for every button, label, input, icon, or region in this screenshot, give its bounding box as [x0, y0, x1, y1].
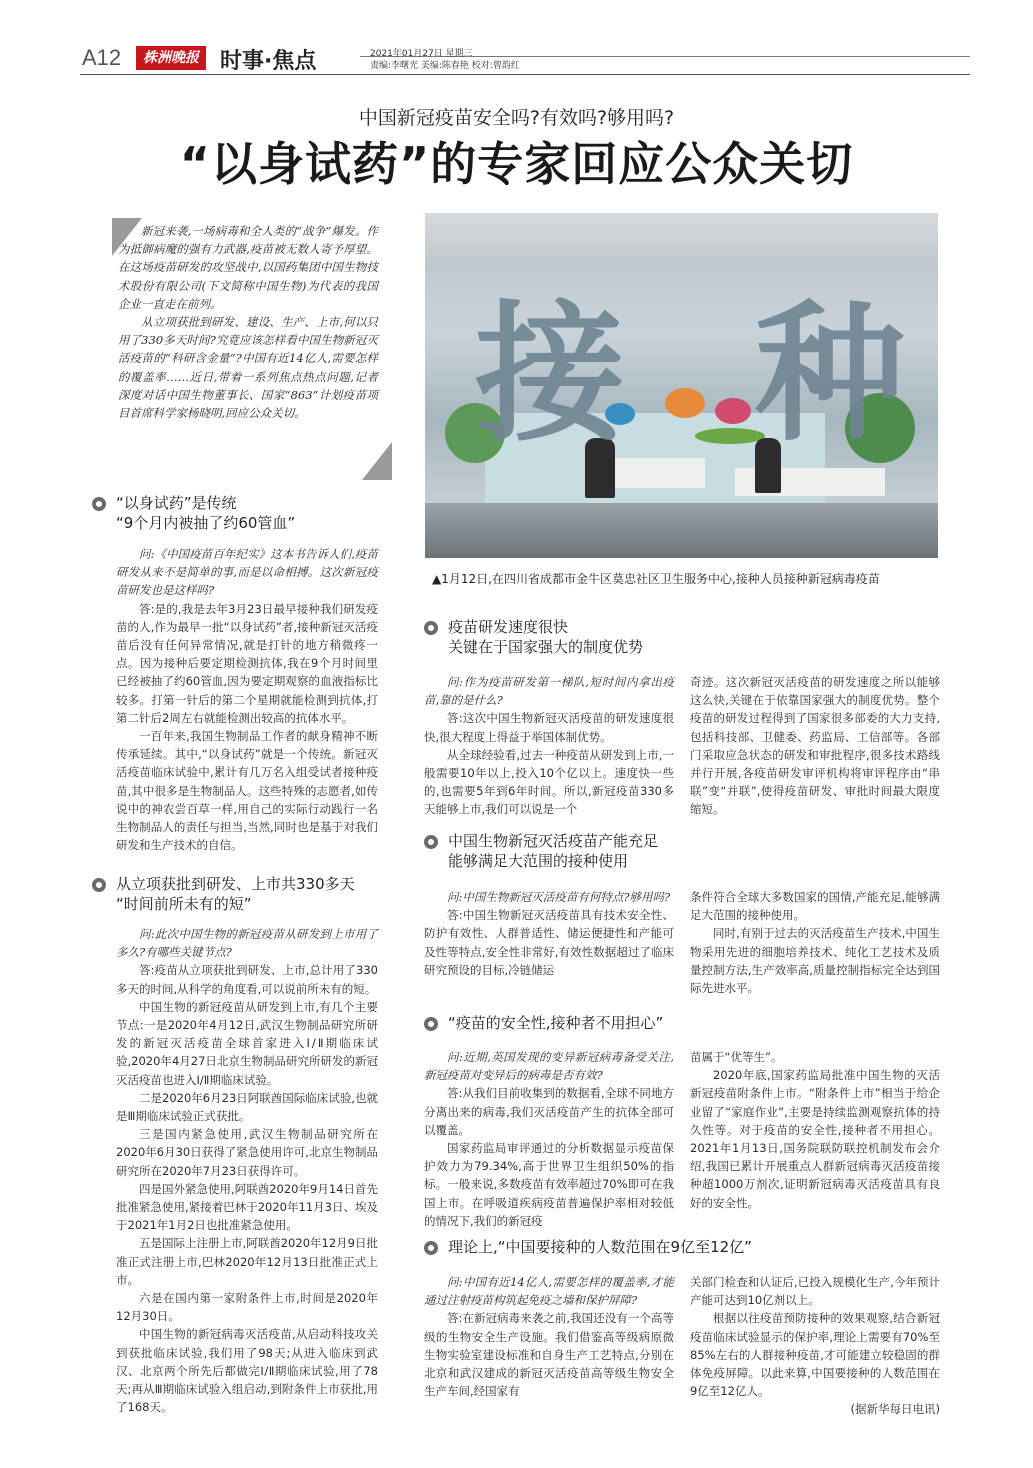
- article-column: [424, 1273, 674, 1400]
- answer-paragraph: 五是国际上注册上市,阿联酋2020年12月9日批准正式注册上市,巴林2020年12月13日批准正式上市。: [116, 1236, 378, 1287]
- corner-decoration: [362, 442, 392, 480]
- section-head: [92, 874, 392, 916]
- answer-paragraph: 六是在国内第一家附条件上市,时间是2020年12月30日。: [116, 1291, 378, 1324]
- answer-paragraph: 答:从我们目前收集到的数据看,全球不同地方分离出来的病毒,我们灭活疫苗产生的抗体全部可以覆盖。: [424, 1086, 674, 1137]
- question-paragraph: 问:作为疫苗研发第一梯队,短时间内拿出疫苗,靠的是什么?: [424, 675, 674, 708]
- section-head-line: “疫苗的安全性,接种者不用担心”: [448, 1014, 664, 1032]
- answer-paragraph: 从全球经验看,过去一种疫苗从研发到上市,一般需要10年以上,投入10个亿以上。速度快一些的,也需要5年到6年时间。所以,新冠疫苗330多天能够上市,我们可以说是一个: [424, 747, 674, 817]
- answer-paragraph: 答:在新冠病毒来袭之前,我国还没有一个高等级的生物安全生产设施。我们借鉴高等级病原微生物实验室建设标准和自身生产工艺特点,分别在北京和武汉建成的新冠灭活疫苗高等级生物安全生产车间,经国家有: [424, 1311, 674, 1399]
- answer-paragraph: 中国生物的新冠病毒灭活疫苗,从启动科技攻关到获批临床试验,我们用了98天;从进入临床到武汉、北京两个所先后都做完Ⅰ/Ⅱ期临床试验,用了78天;再从Ⅲ期临床试验入组启动,到附条件上市获批,用了168天。: [116, 1327, 378, 1415]
- section-bullet-icon: [424, 1241, 438, 1255]
- answer-paragraph: 根据以往疫苗预防接种的效果观察,结合新冠疫苗临床试验显示的保护率,理论上需要有70%至85%左右的人群接种疫苗,才可能建立较稳固的群体免疫屏障。以此来算,中国要接种的人数范围在9亿至12亿人。: [690, 1311, 940, 1399]
- mural-umbrella: [715, 398, 751, 424]
- article-column: [690, 673, 940, 819]
- answer-paragraph: 答:中国生物新冠灭活疫苗具有技术安全性、防护有效性、人群普适性、储运便捷性和产能可及性等特点,安全性非常好,有效性数据超过了临床研究预设的目标,冷链储运: [424, 908, 674, 977]
- issue-date: 2021年01月27日 星期三: [370, 49, 473, 59]
- intro-paragraph: 从立项获批到研发、建设、生产、上市,何以只用了330多天时间?究竟应该怎样看中国生物新冠灭活疫苗的“科研含金量”?中国有近14亿人,需要怎样的覆盖率……近日,带着一系列焦点热点问题,记者深度对话中国生物董事长、国家“863”计划疫苗项目首席科学家杨晓明,回应公众关切。: [118, 315, 378, 421]
- question-paragraph: 问:中国生物新冠灭活疫苗有何特点?够用吗?: [447, 890, 671, 904]
- answer-paragraph: 中国生物的新冠疫苗从研发到上市,有几个主要节点:一是2020年4月12日,武汉生物制品研究所研发的新冠灭活疫苗全球首家进入Ⅰ/Ⅱ期临床试验,2020年4月27日北京生物制品研究所研发的新冠灭活疫苗也进入Ⅰ/Ⅱ期临床试验。: [116, 999, 378, 1087]
- section-head-line: 关键在于国家强大的制度优势: [448, 638, 644, 656]
- section-head-line: “9个月内被抽了约60管血”: [116, 514, 296, 532]
- section-bullet-icon: [92, 878, 106, 892]
- section-head-line: “时间前所未有的短”: [116, 895, 252, 913]
- article-column: [424, 888, 674, 979]
- answer-paragraph: 奇迹。这次新冠灭活疫苗的研发速度之所以能够这么快,关键在于依靠国家强大的制度优势。整个疫苗的研发过程得到了国家很多部委的大力支持,包括科技部、卫健委、药监局、工信部等。各部门采取应急状态的研发和审批程序,很多技术路线并行开展,各疫苗研发审评机构将审评程序由“串联”变“并联”,使得疫苗研发、审批时间最大限度缩短。: [690, 675, 940, 817]
- section-head-line: 能够满足大范围的接种使用: [448, 852, 629, 870]
- article-column: [116, 925, 378, 1416]
- section-head-line: 从立项获批到研发、上市共330多天: [116, 875, 355, 893]
- answer-paragraph: 国家药监局审评通过的分析数据显示疫苗保护效力为79.34%,高于世界卫生组织50%的指标。一般来说,多数疫苗有效率超过70%即可在我国上市。在呼吸道疾病疫苗普遍保护率相对较低的情况下,我们的新冠疫: [424, 1141, 674, 1228]
- article-column: [690, 1048, 940, 1212]
- answer-paragraph: 一百年来,我国生物制品工作者的献身精神不断传承延续。其中,“以身试药”就是一个传统。新冠灭活疫苗临床试验中,累计有几万名入组受试者接种疫苗,其中很多是生物制品人。这些特殊的志愿者,如传说中的神农尝百草一样,用自己的实际行动践行一名生物制品人的责任与担当,当然,同时也是基于对我们研发和生产技术的自信。: [116, 729, 378, 853]
- article-column: [424, 1048, 674, 1230]
- sign-character: 接: [475, 288, 626, 462]
- section-bullet-icon: [424, 1017, 438, 1031]
- editor-credits: 责编:李曙光 美编:陈春艳 校对:曾韵红: [370, 61, 520, 71]
- answer-paragraph: 答:疫苗从立项获批到研发、上市,总计用了330多天的时间,从科学的角度看,可以说前所未有的短。: [116, 963, 378, 996]
- headline-subtitle: 中国新冠疫苗安全吗?有效吗?够用吗?: [358, 107, 675, 129]
- page-number: A12: [82, 45, 122, 70]
- section-head: [424, 1013, 924, 1035]
- section-bullet-icon: [424, 621, 438, 635]
- answer-paragraph: 二是2020年6月23日阿联酋国际临床试验,也就是Ⅲ期临床试验正式获批。: [116, 1090, 378, 1124]
- answer-paragraph: 答:这次中国生物新冠灭活疫苗的研发速度很快,很大程度上得益于举国体制优势。: [424, 711, 674, 744]
- question-paragraph: 问:此次中国生物的新冠疫苗从研发到上市用了多久?有哪些关键节点?: [116, 927, 378, 960]
- article-source: (据新华每日电讯): [850, 1402, 940, 1417]
- answer-paragraph: 条件符合全球大多数国家的国情,产能充足,能够满足大范围的接种使用。: [690, 890, 940, 923]
- section-bullet-icon: [92, 497, 106, 511]
- answer-paragraph: 苗属于“优等生”。: [690, 1050, 783, 1064]
- corner-decoration: [112, 218, 142, 256]
- question-paragraph: 问:中国有近14亿人,需要怎样的覆盖率,才能通过注射疫苗构筑起免疫之墙和保护屏障?: [424, 1275, 674, 1308]
- mural-umbrella: [665, 388, 705, 418]
- masthead-divider: [80, 74, 970, 75]
- sign-character: 种: [755, 288, 906, 462]
- answer-paragraph: 同时,有别于过去的灭活疫苗生产技术,中国生物采用先进的细胞培养技术、纯化工艺技术及质量控制方法,生产效率高,质量控制指标完全达到国际先进水平。: [690, 926, 940, 996]
- article-column: [116, 545, 378, 854]
- section-head-line: “以身试药”是传统: [116, 494, 237, 512]
- answer-paragraph: 2020年底,国家药监局批准中国生物的灭活新冠疫苗附条件上市。“附条件上市”相当于给企业留了“家庭作业”,主要是持续监测观察抗体的持久性等。对于疫苗的安全性,接种者不用担心。2021年1月13日,国务院联防联控机制发布会介绍,我国已累计开展重点人群新冠病毒灭活疫苗接种超1000万剂次,证明新冠病毒灭活疫苗具有良好的安全性。: [690, 1068, 940, 1210]
- headline-title: “以身试药”的专家回应公众关切: [179, 137, 854, 191]
- section-head-line: 中国生物新冠灭活疫苗产能充足: [448, 832, 659, 850]
- section-bullet-icon: [424, 835, 438, 849]
- section-head-line: 理论上,“中国要接种的人数范围在9亿至12亿”: [448, 1238, 752, 1256]
- section-head: [424, 1237, 924, 1259]
- section-head: [424, 617, 924, 659]
- article-column: [424, 673, 674, 819]
- question-paragraph: 问:《中国疫苗百年纪实》这本书告诉人们,疫苗研发从来不是简单的事,而是以命相搏。这次新冠疫苗研发也是这样吗?: [116, 547, 378, 598]
- photo-caption: ▲1月12日,在四川省成都市金牛区莫忠社区卫生服务中心,接种人员接种新冠病毒疫苗: [432, 572, 880, 586]
- photo-floor: [425, 503, 938, 558]
- article-column: [690, 888, 940, 997]
- section-title: 时事·焦点: [220, 49, 317, 74]
- answer-paragraph: 四是国外紧急使用,阿联酋2020年9月14日首先批准紧急使用,紧接着巴林于2020年11月3日、埃及于2021年1月2日也批准紧急使用。: [116, 1181, 378, 1233]
- intro-box: [118, 222, 378, 474]
- section-head-line: 疫苗研发速度很快: [448, 618, 569, 636]
- newspaper-logo: 株洲晚报: [136, 46, 206, 70]
- section-head: [424, 831, 924, 873]
- answer-paragraph: 关部门检查和认证后,已投入规模化生产,今年预计产能可达到10亿剂以上。: [690, 1275, 940, 1308]
- question-paragraph: 问:近期,英国发现的变异新冠病毒备受关注,新冠疫苗对变异后的病毒是否有效?: [424, 1050, 674, 1083]
- intro-paragraph: 新冠来袭,一场病毒和全人类的“战争”爆发。作为抵御病魔的强有力武器,疫苗被无数人寄予厚望。在这场疫苗研发的攻坚战中,以国药集团中国生物技术股份有限公司(下文简称中国生物)为代表的我国企业一直走在前列。: [118, 224, 378, 311]
- section-head: [92, 493, 392, 535]
- article-column: [690, 1273, 940, 1419]
- answer-paragraph: 答:是的,我是去年3月23日最早接种我们研发疫苗的人,作为最早一批“以身试药”者,接种新冠灭活疫苗后没有任何异常情况,就是打针的地方稍微疼一点。因为接种后要定期检测抗体,我在9个月时间里已经被抽了约60管血,因为要定期观察的血液指标比较多。打第一针后的第二个星期就能检测到抗体,打第二针后2周左右就能检测出较高的抗体水平。: [116, 601, 378, 725]
- news-photo: [425, 213, 938, 558]
- answer-paragraph: 三是国内紧急使用,武汉生物制品研究所在2020年6月30日获得了紧急使用许可,北京生物制品研究所在2020年7月23日获得许可。: [116, 1127, 378, 1178]
